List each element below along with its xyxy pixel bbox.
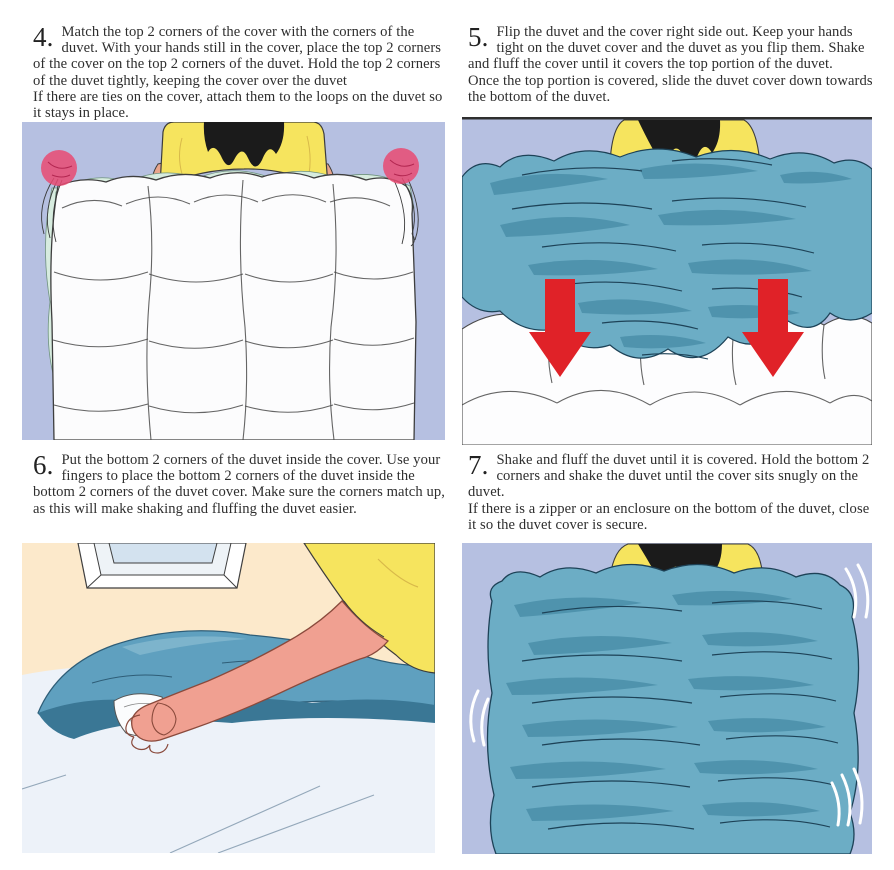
tuck-corners-illustration (22, 543, 435, 853)
step-5-note: Once the top portion is covered, slide the duvet cover down towards the bottom of the duvet. (468, 72, 873, 105)
step-7-body: Shake and fluff the duvet until it is covered. Hold the bottom 2 corners and shake the duvet until the cover sits snugly on the duvet. (468, 452, 870, 501)
step-6-body: Put the bottom 2 corners of the duvet inside the cover. Use your fingers to place the bottom 2 corners of the duvet inside the bottom 2 corners of the duvet cover. Make sure the corners match up, as this will make shaking and fluffing the duvet easier. (33, 452, 446, 517)
step-4-text (33, 24, 447, 121)
step-6-illustration (22, 543, 435, 853)
step-4-body: Match the top 2 corners of the cover with the corners of the duvet. With your hands still in the cover, place the top 2 corners of the cover on the top 2 corners of the duvet. Hold the top 2 corners of the duvet tightly, keeping the cover over the duvet (33, 24, 442, 89)
window (78, 543, 246, 588)
step-5-body: Flip the duvet and the cover right side out. Keep your hands tight on the duvet cover and the duvet as you flip them. Shake and fluff the cover until it covers the top portion of the duvet. (468, 24, 865, 73)
duvet-corners-illustration (22, 122, 445, 440)
white-quilted-duvet (51, 173, 416, 440)
step-4-illustration (22, 122, 445, 440)
step-7-number: 7. (468, 450, 489, 480)
flip-duvet-illustration (462, 117, 872, 445)
panel-top-border (462, 117, 872, 120)
step-6-number: 6. (33, 450, 54, 480)
step-7-note: If there is a zipper or an enclosure on the bottom of the duvet, close it so the duvet cover is secure. (468, 500, 870, 533)
step-6-text (33, 452, 447, 517)
step-7-text (468, 452, 880, 533)
step-5-illustration (462, 117, 872, 445)
step-5-number: 5. (468, 22, 489, 52)
covered-duvet (487, 564, 858, 854)
step-4-note: If there are ties on the cover, attach them to the loops on the duvet so it stays in place. (33, 88, 443, 122)
shake-duvet-illustration (462, 543, 872, 854)
step-4-number: 4. (33, 22, 54, 52)
step-5-text (468, 24, 880, 105)
step-7-illustration (462, 543, 872, 854)
